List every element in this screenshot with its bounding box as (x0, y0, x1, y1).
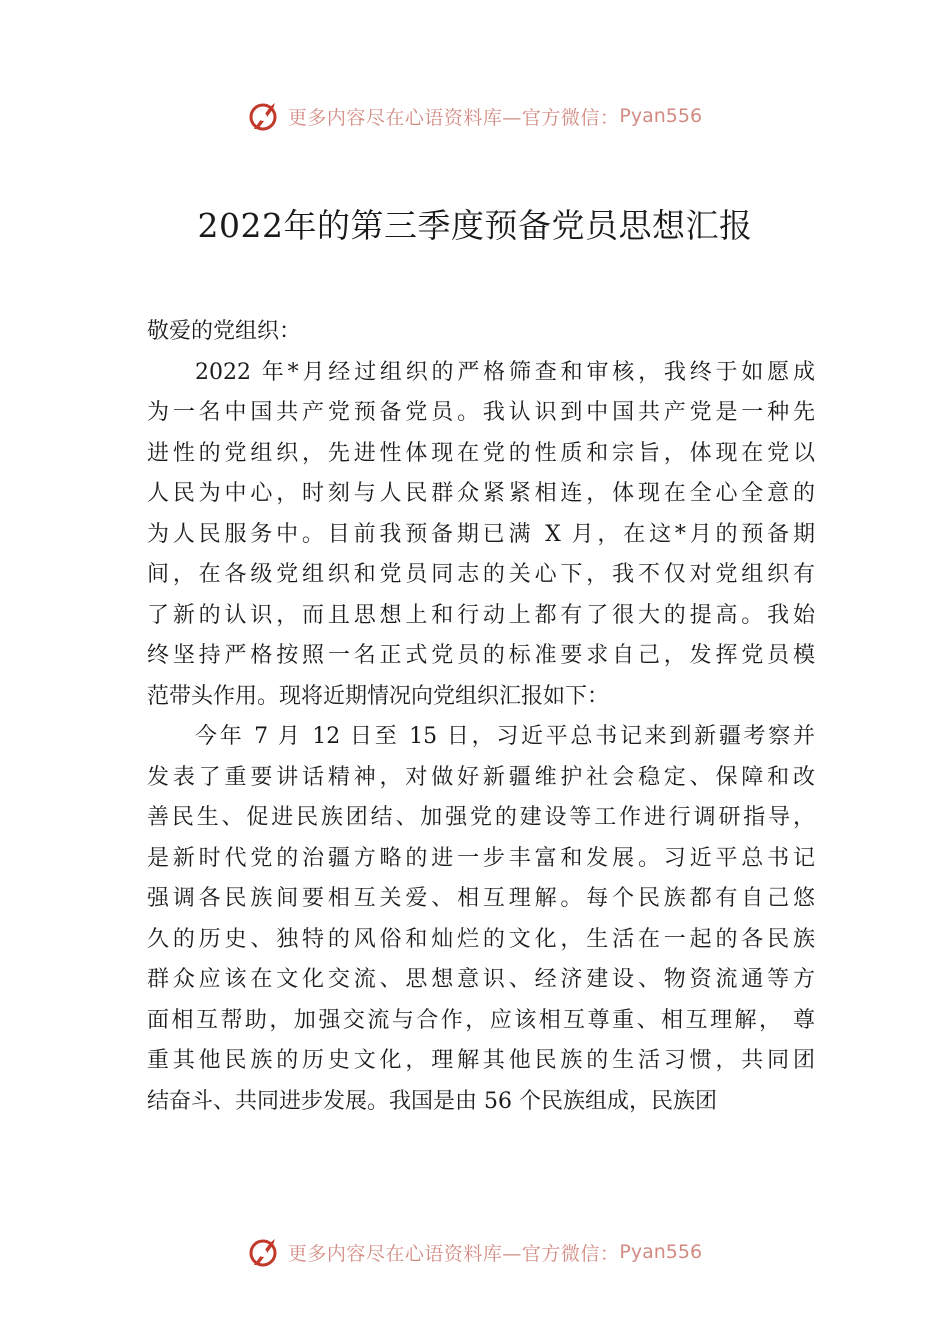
paragraph-line: 进性的党组织，先进性体现在党的性质和宗旨，体现在党以 (147, 440, 815, 466)
paragraph-line: 人民为中心，时刻与人民群众紧紧相连，体现在全心全意的 (147, 481, 815, 506)
paragraph-line: 群众应该在文化交流、思想意识、经济建设、物资流通等方 (147, 967, 815, 992)
paragraph-line: 为人民服务中。目前我预备期已满 X 月，在这*月的预备期 (147, 521, 815, 547)
paragraph-line: 强调各民族间要相互关爱、相互理解。每个民族都有自己悠 (147, 886, 815, 911)
paragraph-line: 发表了重要讲话精神，对做好新疆维护社会稳定、保障和改 (147, 764, 815, 790)
header-watermark (0, 96, 950, 136)
paragraph-line: 终坚持严格按照一名正式党员的标准要求自己，发挥党员模 (147, 643, 815, 668)
paragraph-line: 结奋斗、共同进步发展。我国是由 56 个民族组成，民族团 (147, 1088, 717, 1114)
watermark-text: 更多内容尽在心语资料库—官方微信： (287, 106, 620, 129)
paragraph-line: 范带头作用。现将近期情况向党组织汇报如下： (147, 683, 610, 709)
paragraph-line: 善民生、促进民族团结、加强党的建设等工作进行调研指导， (147, 805, 815, 830)
document-title: 2022年的第三季度预备党员思想汇报 (197, 206, 753, 245)
paragraph-line: 是新时代党的治疆方略的进一步丰富和发展。习近平总书记 (147, 845, 815, 871)
quill-seal-icon (248, 1235, 282, 1269)
footer-watermark (0, 1232, 950, 1272)
paragraph-line: 为一名中国共产党预备党员。我认识到中国共产党是一种先 (147, 400, 815, 425)
paragraph-1 (147, 353, 815, 718)
watermark-text: 更多内容尽在心语资料库—官方微信： (287, 1242, 620, 1265)
paragraph-2 (147, 717, 815, 1122)
salutation: 敬爱的党组织： (147, 319, 302, 344)
document-body (147, 312, 815, 1122)
paragraph-line: 今年 7 月 12 日至 15 日，习近平总书记来到新疆考察并 (195, 724, 815, 749)
paragraph-line: 2022 年*月经过组织的严格筛查和审核，我终于如愿成 (195, 359, 815, 385)
quill-seal-icon (248, 99, 282, 133)
watermark-wechat-id: Pyan556 (619, 105, 703, 127)
watermark-wechat-id: Pyan556 (619, 1241, 703, 1263)
paragraph-line: 间，在各级党组织和党员同志的关心下，我不仅对党组织有 (147, 562, 815, 587)
paragraph-line: 了新的认识，而且思想上和行动上都有了很大的提高。我始 (147, 602, 815, 628)
paragraph-line: 久的历史、独特的风俗和灿烂的文化，生活在一起的各民族 (147, 926, 815, 952)
paragraph-line: 重其他民族的历史文化，理解其他民族的生活习惯，共同团 (147, 1048, 815, 1073)
paragraph-line: 面相互帮助，加强交流与合作，应该相互尊重、相互理解， 尊 (147, 1007, 815, 1033)
